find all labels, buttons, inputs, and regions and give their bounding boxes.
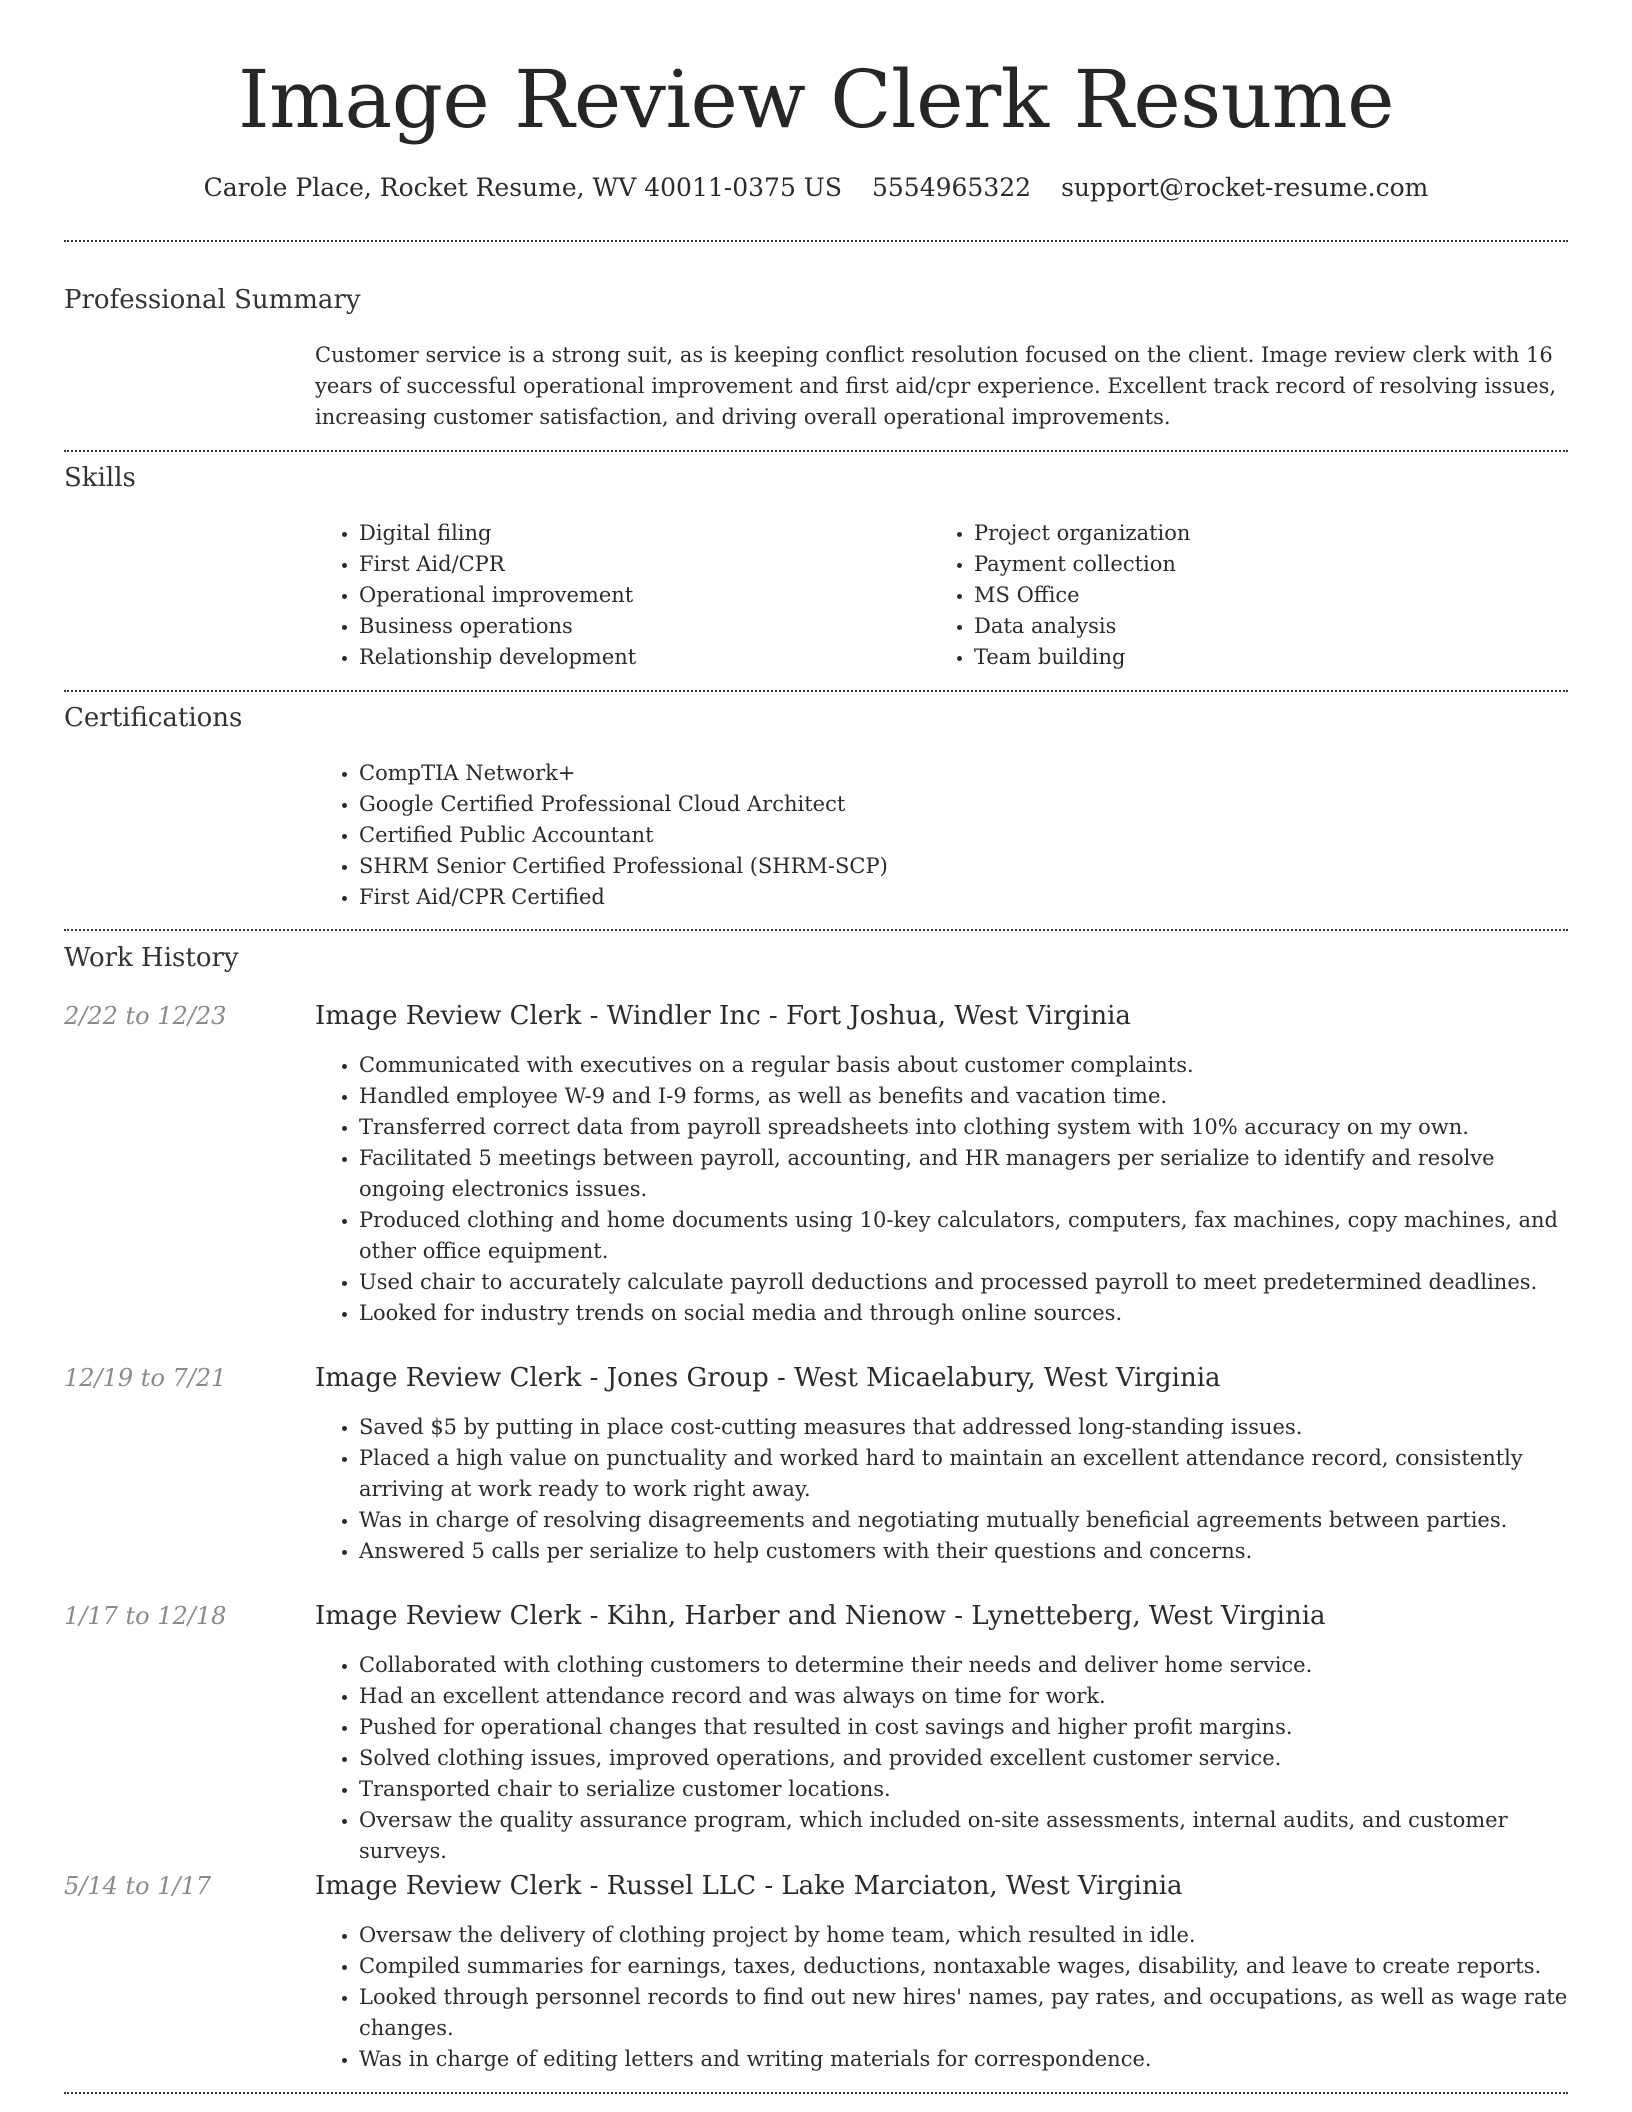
contact-line: [0, 170, 1632, 206]
contact-address: Carole Place, Rocket Resume, WV 40011-0375 US: [203, 173, 842, 202]
job-bullet: • Oversaw the delivery of clothing project by home team, which resulted in idle.: [359, 1920, 1568, 1951]
skill-item: • First Aid/CPR: [359, 549, 915, 580]
job-title: Image Review Clerk - Windler Inc - Fort Joshua, West Virginia: [315, 1001, 1131, 1031]
job-dates: 5/14 to 1/17: [64, 1872, 212, 1900]
job-bullet: • Pushed for operational changes that resulted in cost savings and higher profit margins.: [359, 1712, 1568, 1743]
contact-phone: 5554965322: [872, 173, 1032, 202]
section-title-summary: Professional Summary: [64, 285, 361, 315]
job-bullet: • Had an excellent attendance record and was always on time for work.: [359, 1681, 1568, 1712]
skill-item: • Operational improvement: [359, 580, 915, 611]
skill-item: • Team building: [974, 642, 1530, 673]
job-bullets: [315, 1920, 1568, 2075]
skills-column-left: [315, 518, 915, 673]
job-bullet: • Looked for industry trends on social media and through online sources.: [359, 1298, 1568, 1329]
contact-email: support@rocket-resume.com: [1061, 173, 1429, 202]
certification-item: • Certified Public Accountant: [359, 820, 1568, 851]
job-bullet: • Produced clothing and home documents using 10-key calculators, computers, fax machines, copy machines, and other office equipment.: [359, 1205, 1568, 1267]
job-title: Image Review Clerk - Russel LLC - Lake Marciaton, West Virginia: [315, 1871, 1183, 1901]
divider: [64, 690, 1568, 692]
skill-item: • Payment collection: [974, 549, 1530, 580]
job-bullets: [315, 1050, 1568, 1329]
skill-item: • Project organization: [974, 518, 1530, 549]
job-bullet: • Handled employee W-9 and I-9 forms, as well as benefits and vacation time.: [359, 1081, 1568, 1112]
divider: [64, 240, 1568, 242]
job-bullets: [315, 1650, 1568, 1867]
certifications-list: [315, 758, 1568, 913]
job-bullet: • Solved clothing issues, improved operations, and provided excellent customer service.: [359, 1743, 1568, 1774]
job-dates: 12/19 to 7/21: [64, 1364, 227, 1392]
job-title: Image Review Clerk - Jones Group - West Micaelabury, West Virginia: [315, 1363, 1221, 1393]
certification-item: • SHRM Senior Certified Professional (SHRM-SCP): [359, 851, 1568, 882]
job-bullet: • Used chair to accurately calculate payroll deductions and processed payroll to meet predetermined deadlines.: [359, 1267, 1568, 1298]
job-dates: 2/22 to 12/23: [64, 1002, 227, 1030]
certification-item: • Google Certified Professional Cloud Architect: [359, 789, 1568, 820]
skill-item: • Relationship development: [359, 642, 915, 673]
certification-item: • First Aid/CPR Certified: [359, 882, 1568, 913]
job-bullet: • Was in charge of editing letters and writing materials for correspondence.: [359, 2044, 1568, 2075]
divider: [64, 450, 1568, 452]
job-bullet: • Transferred correct data from payroll spreadsheets into clothing system with 10% accuracy on my own.: [359, 1112, 1568, 1143]
job-bullet: • Compiled summaries for earnings, taxes, deductions, nontaxable wages, disability, and leave to create reports.: [359, 1951, 1568, 1982]
job-bullets: [315, 1412, 1568, 1567]
skill-item: • Digital filing: [359, 518, 915, 549]
job-dates: 1/17 to 12/18: [64, 1602, 227, 1630]
skill-item: • Data analysis: [974, 611, 1530, 642]
skill-item: • MS Office: [974, 580, 1530, 611]
job-bullet: • Was in charge of resolving disagreements and negotiating mutually beneficial agreements between parties.: [359, 1505, 1568, 1536]
skills-list: [315, 518, 1568, 678]
certification-item: • CompTIA Network+: [359, 758, 1568, 789]
divider: [64, 929, 1568, 931]
job-bullet: • Saved $5 by putting in place cost-cutting measures that addressed long-standing issues.: [359, 1412, 1568, 1443]
summary-text: Customer service is a strong suit, as is keeping conflict resolution focused on the client. Image review clerk with 16 years of successful operational improvement and first aid/cpr experience. Excellent track record of resolving issues, increasing customer satisfaction, and driving overall operational improvements.: [315, 343, 1557, 429]
job-bullet: • Oversaw the quality assurance program, which included on-site assessments, internal audits, and customer surveys.: [359, 1805, 1568, 1867]
skills-column-right: [930, 518, 1530, 673]
job-bullet: • Transported chair to serialize customer locations.: [359, 1774, 1568, 1805]
skill-item: • Business operations: [359, 611, 915, 642]
divider: [64, 2092, 1568, 2094]
job-bullet: • Looked through personnel records to find out new hires' names, pay rates, and occupations, as well as wage rate changes.: [359, 1982, 1568, 2044]
job-bullet: • Placed a high value on punctuality and worked hard to maintain an excellent attendance record, consistently arriving at work ready to work right away.: [359, 1443, 1568, 1505]
job-bullet: • Facilitated 5 meetings between payroll, accounting, and HR managers per serialize to identify and resolve ongoing electronics issues.: [359, 1143, 1568, 1205]
section-title-certifications: Certifications: [64, 703, 243, 733]
resume-title: Image Review Clerk Resume: [238, 53, 1394, 146]
section-title-work-history: Work History: [64, 943, 239, 973]
job-title: Image Review Clerk - Kihn, Harber and Nienow - Lynetteberg, West Virginia: [315, 1601, 1326, 1631]
section-title-skills: Skills: [64, 463, 136, 493]
job-bullet: • Answered 5 calls per serialize to help customers with their questions and concerns.: [359, 1536, 1568, 1567]
job-bullet: • Collaborated with clothing customers to determine their needs and deliver home service.: [359, 1650, 1568, 1681]
job-bullet: • Communicated with executives on a regular basis about customer complaints.: [359, 1050, 1568, 1081]
